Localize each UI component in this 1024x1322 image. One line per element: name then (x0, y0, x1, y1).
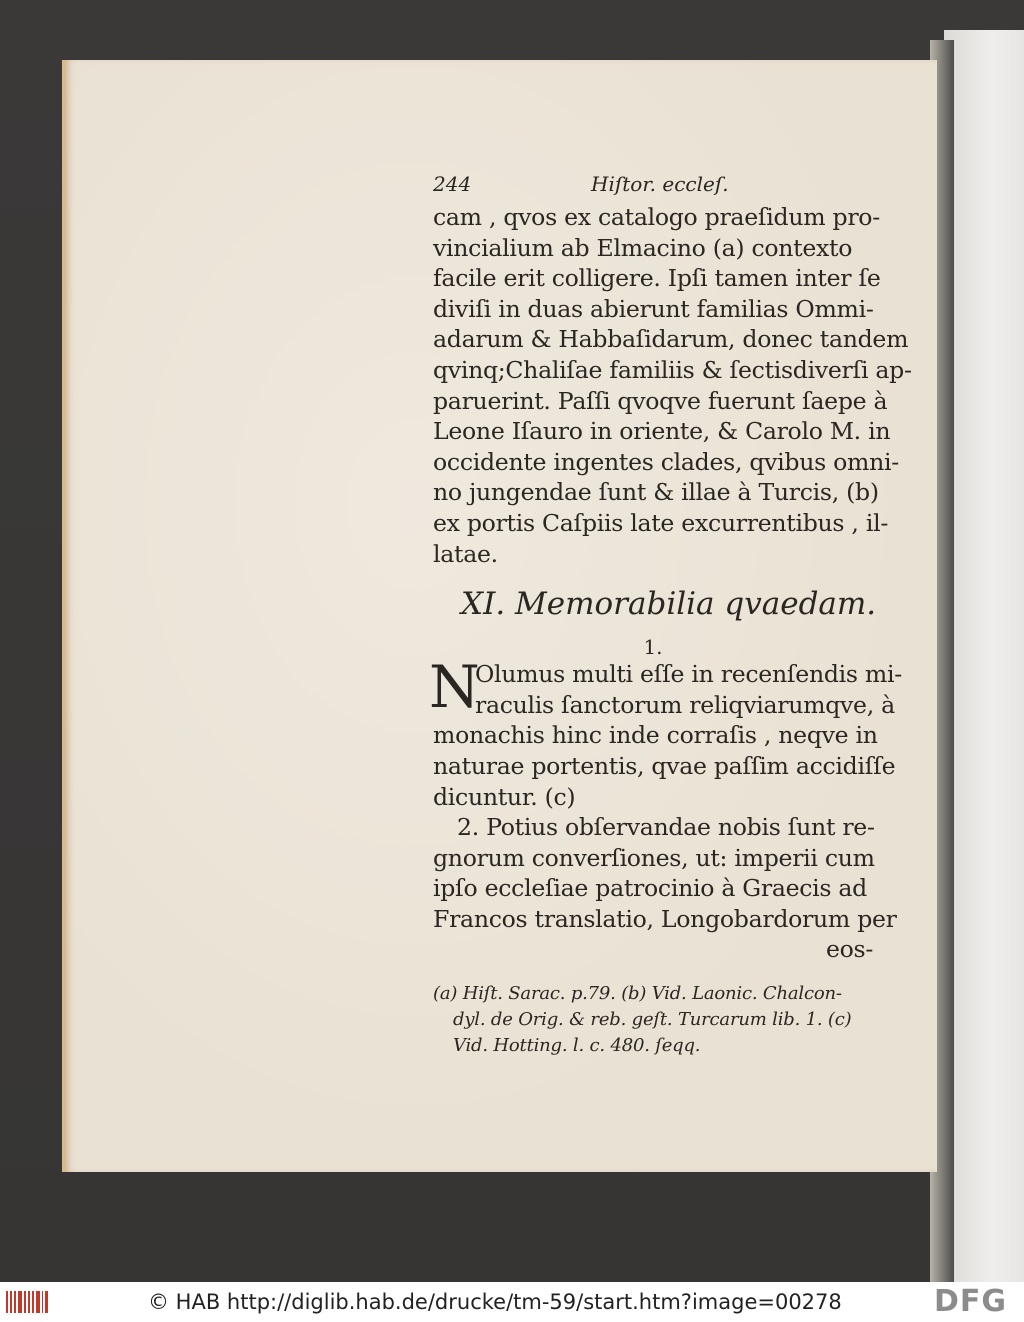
text-line: paruerint. Paſſi qvoqve fuerunt ſaepe à (433, 386, 888, 415)
text-line: latae. (433, 539, 498, 568)
footer-bar (0, 1282, 1024, 1322)
text-line: naturae portentis, qvae paſſim accidiſſe (433, 751, 896, 780)
text-line: diviſi in duas abierunt familias Ommi- (433, 294, 874, 323)
text-line: qvinq;Chaliſae familiis & ſectisdiverſi ap- (433, 355, 912, 384)
page-text (429, 172, 912, 1059)
paragraph-2 (433, 812, 897, 965)
copyright-link[interactable]: © HAB http://diglib.hab.de/drucke/tm-59/start.htm?image=00278 (148, 1290, 842, 1314)
text-line: Leone Iſauro in oriente, & Carolo M. in (433, 417, 891, 446)
text-line: adarum & Habbaſidarum, donec tandem (433, 325, 909, 354)
dfg-logo: DFG (934, 1284, 1008, 1319)
text-line: gnorum converſiones, ut: imperii cum (433, 843, 875, 872)
text-line: ex portis Caſpiis late excurrentibus , il- (433, 508, 888, 537)
text-line: Olumus multi eſſe in recenſendis mi- (475, 660, 902, 689)
footnotes (433, 981, 873, 1059)
paragraph-number: 1. (643, 635, 663, 660)
text-line: dicuntur. (c) (433, 782, 576, 811)
book-page (62, 60, 937, 1172)
text-line: no jungendae ſunt & illae à Turcis, (b) (433, 478, 879, 507)
text-line: facile erit colligere. Ipſi tamen inter ſe (433, 264, 881, 293)
text-line: ipſo eccleſiae patrocinio à Graecis ad (433, 874, 867, 903)
hab-logo-icon (6, 1291, 48, 1313)
footnote-line: dyl. de Orig. & reb. geſt. Turcarum lib. 1. (c) (453, 1009, 852, 1031)
paragraph-1 (429, 653, 902, 812)
text-line: Francos translatio, Longobardorum per (433, 904, 897, 933)
drop-cap: N (429, 653, 480, 722)
text-line: vincialium ab Elmacino (a) contexto (433, 233, 853, 262)
text-line: occidente ingentes clades, qvibus omni- (433, 447, 899, 476)
text-line: 2. Potius obſervandae nobis ſunt re- (457, 813, 875, 842)
text-line: raculis ſanctorum reliqviarumqve, à (475, 690, 895, 719)
text-line: monachis hinc inde corraſis , neqve in (433, 721, 878, 750)
catchword: eos- (825, 935, 873, 964)
page-number: 244 (433, 172, 472, 196)
top-paragraph (433, 202, 912, 569)
running-head (433, 172, 873, 202)
facing-page-edge (944, 30, 1024, 1282)
running-title: Hiſtor. eccleſ. (591, 172, 729, 196)
text-line: cam , qvos ex catalogo praeſidum pro- (433, 203, 880, 231)
section-heading: XI. Memorabilia qvaedam. (461, 586, 877, 623)
footnote-line: Vid. Hotting. l. c. 480. ſeqq. (453, 1035, 701, 1057)
footnote-line: (a) Hiſt. Sarac. p.79. (b) Vid. Laonic. Chalcon- (433, 983, 842, 1005)
